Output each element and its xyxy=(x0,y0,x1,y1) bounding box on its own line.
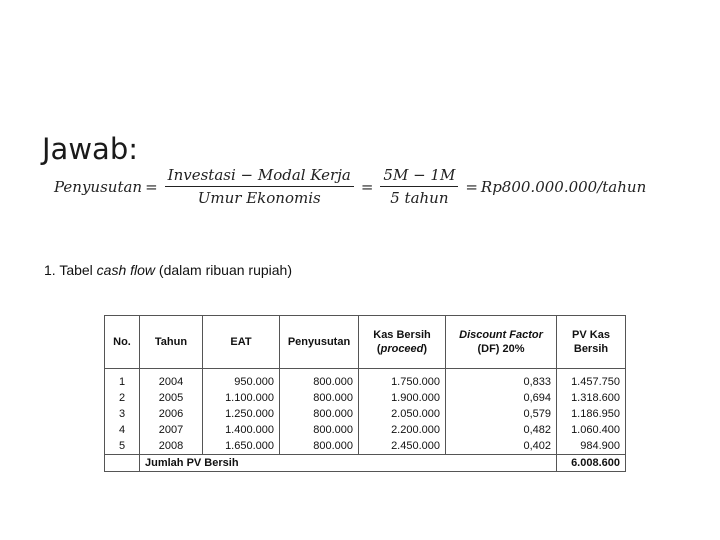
cell-df: 0,402 xyxy=(446,438,557,455)
cell-eat: 950.000 xyxy=(203,374,280,390)
cell-df: 0,694 xyxy=(446,390,557,406)
cell-kas-bersih: 2.050.000 xyxy=(359,406,446,422)
header-kas-bersih xyxy=(359,316,446,369)
header-tahun: Tahun xyxy=(140,316,203,369)
header-kas-italic: proceed xyxy=(380,343,424,355)
cell-tahun: 2004 xyxy=(140,374,203,390)
cell-tahun: 2007 xyxy=(140,422,203,438)
cell-eat: 1.650.000 xyxy=(203,438,280,455)
equals-sign: = xyxy=(465,177,478,196)
fraction-denominator: 5 tahun xyxy=(390,189,449,207)
formula-lhs: Penyusutan xyxy=(54,177,143,196)
cell-kas-bersih: 1.750.000 xyxy=(359,374,446,390)
cell-penyusutan: 800.000 xyxy=(280,438,359,455)
cell-no: 3 xyxy=(105,406,140,422)
equals-sign: = xyxy=(360,177,374,196)
header-eat: EAT xyxy=(203,316,280,369)
header-pv-line2: Bersih xyxy=(573,343,609,355)
cell-df: 0,833 xyxy=(446,374,557,390)
cell-no: 5 xyxy=(105,438,140,455)
cell-penyusutan: 800.000 xyxy=(280,406,359,422)
cell-eat: 1.400.000 xyxy=(203,422,280,438)
header-kas-open: ( xyxy=(376,343,381,355)
cell-df: 0,482 xyxy=(446,422,557,438)
cash-flow-table xyxy=(104,315,626,472)
formula-fraction-values xyxy=(380,166,458,207)
equals-sign: = xyxy=(145,177,158,196)
cell-tahun: 2006 xyxy=(140,406,203,422)
fraction-numerator: 5M − 1M xyxy=(380,166,458,187)
total-label: Jumlah PV Bersih xyxy=(140,455,557,472)
table-row xyxy=(105,422,626,438)
cell-pv: 1.318.600 xyxy=(557,390,626,406)
header-discount-factor xyxy=(446,316,557,369)
cell-penyusutan: 800.000 xyxy=(280,374,359,390)
formula-result: Rp800.000.000/tahun xyxy=(480,177,647,196)
table-row xyxy=(105,438,626,455)
table-row xyxy=(105,374,626,390)
cell-kas-bersih: 2.200.000 xyxy=(359,422,446,438)
cell-penyusutan: 800.000 xyxy=(280,422,359,438)
cell-kas-bersih: 1.900.000 xyxy=(359,390,446,406)
cell-eat: 1.250.000 xyxy=(203,406,280,422)
cell-pv: 1.060.400 xyxy=(557,422,626,438)
header-no: No. xyxy=(105,316,140,369)
header-df-line2: (DF) 20% xyxy=(477,343,525,355)
cell-penyusutan: 800.000 xyxy=(280,390,359,406)
caption-suffix: (dalam ribuan rupiah) xyxy=(155,262,292,278)
cell-no: 4 xyxy=(105,422,140,438)
cell-kas-bersih: 2.450.000 xyxy=(359,438,446,455)
fraction-numerator: Investasi − Modal Kerja xyxy=(165,166,354,187)
answer-heading: Jawab: xyxy=(42,132,138,166)
total-empty-cell xyxy=(105,455,140,472)
caption-italic: cash flow xyxy=(96,262,156,278)
depreciation-formula xyxy=(54,166,646,207)
table-header-row xyxy=(105,316,626,369)
table-total-row xyxy=(105,455,626,472)
cell-pv: 1.186.950 xyxy=(557,406,626,422)
cell-df: 0,579 xyxy=(446,406,557,422)
header-df-line1: Discount Factor xyxy=(459,329,543,341)
header-kas-close: ) xyxy=(423,343,428,355)
header-kas-line1: Kas Bersih xyxy=(373,329,431,341)
header-pv-line1: PV Kas xyxy=(572,329,610,341)
cell-no: 2 xyxy=(105,390,140,406)
cell-no: 1 xyxy=(105,374,140,390)
cell-pv: 1.457.750 xyxy=(557,374,626,390)
header-pv-kas-bersih xyxy=(557,316,626,369)
table-row xyxy=(105,390,626,406)
cell-tahun: 2005 xyxy=(140,390,203,406)
cell-eat: 1.100.000 xyxy=(203,390,280,406)
fraction-denominator: Umur Ekonomis xyxy=(197,189,321,207)
table-caption xyxy=(44,262,292,278)
formula-fraction-general xyxy=(165,166,354,207)
header-penyusutan: Penyusutan xyxy=(280,316,359,369)
caption-prefix: 1. Tabel xyxy=(44,262,97,278)
cell-pv: 984.900 xyxy=(557,438,626,455)
total-value: 6.008.600 xyxy=(557,455,626,472)
cell-tahun: 2008 xyxy=(140,438,203,455)
table-row xyxy=(105,406,626,422)
